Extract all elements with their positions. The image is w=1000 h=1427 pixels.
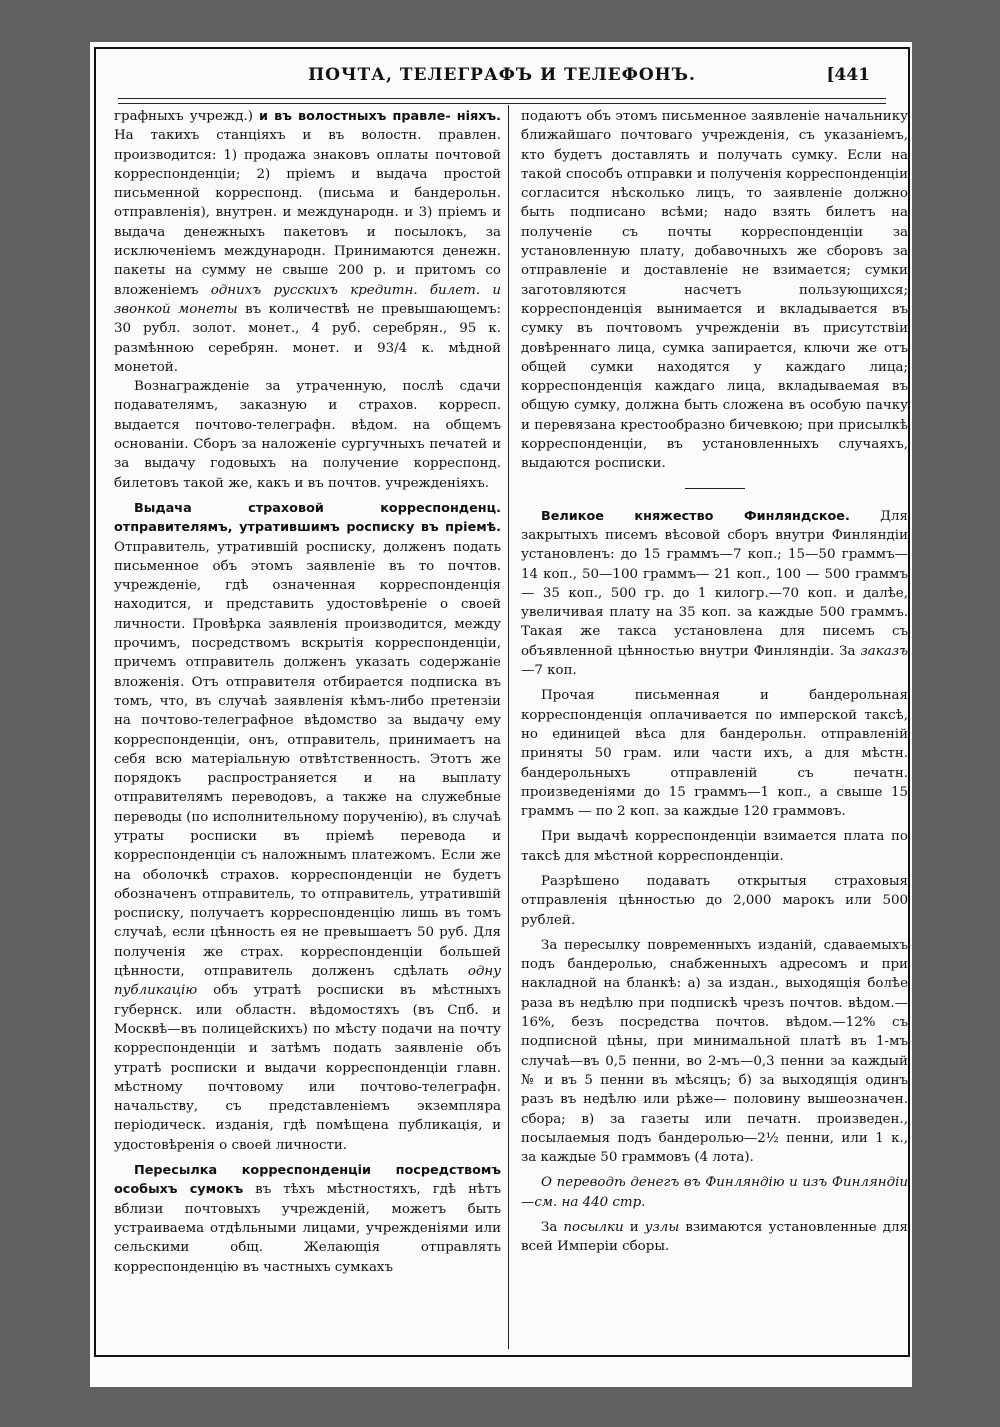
page-header-title: ПОЧТА, ТЕЛЕГРАФЪ И ТЕЛЕФОНЪ.: [308, 65, 696, 85]
emphasis-publication: одну публикацію: [114, 964, 501, 999]
section-heading-insured-receipt: Выдача страховой корреспонденц. отправителямъ, утратившимъ росписку въ пріемѣ.: [114, 500, 501, 536]
paragraph-periodicals: За пересылку повременныхъ изданій, сдаваемыхъ подъ бандеролью, снабженныхъ адресомъ и при накладной на бланкѣ: а) за издан., выходящія болѣе раза въ недѣлю при подпискѣ чрезъ почтов. вѣдом.—16%, безъ посредства почтов. вѣдом.—12% съ подписной цѣны, при минимальной платѣ въ 1-мъ случаѣ—въ 0,5 пенни, во 2-мъ—0,3 пенни за каждый № и въ 5 пенни въ мѣсяцъ; б) за выходящія одинъ разъ въ недѣлю или рѣже— половину вышеозначен. сбора; в) за газеты или печатн. произведен., посылаемыя подъ бандеролью—2½ пенни, или 1 к., за каждые 50 граммовъ (4 лота).: [521, 937, 908, 1166]
emphasis-bundles: узлы: [644, 1220, 680, 1236]
section-separator: [685, 488, 745, 489]
paragraph-other-mail: Прочая письменная и бандерольная корреспонденція оплачивается по имперской таксѣ, но единицей вѣса для бандерольн. отправленій приняты 50 грам. или части ихъ, а для мѣстн. бандерольныхъ отправленій съ печатн. произведеніями до 15 граммъ—1 коп., а свыше 15 граммъ — по 2 коп. за каждые 120 граммовъ.: [521, 688, 908, 820]
section-heading-volost: и въ волостныхъ правле- ніяхъ.: [258, 109, 501, 124]
paragraph-special-bags: Пересылка корреспонденціи посредствомъ особыхъ сумокъ въ тѣхъ мѣстностяхъ, гдѣ нѣтъ вблизи почтовыхъ учрежденій, можетъ быть устраиваема отдѣльными лицами, учрежденіями или сельскими общ. Желающія отправлять корреспонденцію въ частныхъ сумкахъ: [114, 1163, 501, 1275]
paragraph-volost: графныхъ учрежд.) и въ волостныхъ правле- ніяхъ. На такихъ станціяхъ и въ волостн. правлен. производится: 1) продажа знаковъ оплаты почтовой корреспонденціи; 2) пріемъ и выдача простой письменной корреспонд. (письма и бандерольн. отправленія), внутрен. и международн. и 3) пріемъ и выдача денежныхъ пакетовъ и посылокъ, за исключеніемъ международн. Принимаются денежн. пакеты на сумму не свыше 200 р. и притомъ со вложеніемъ однихъ русскихъ кредитн. билет. и звонкой монеты въ количествѣ не превышающемъ: 30 рубл. золот. монет., 4 руб. серебрян., 95 к. размѣнною серебрян. монет. и 93/4 к. мѣдной монетой.: [114, 109, 501, 375]
page-frame: [94, 47, 910, 1357]
section-heading-special-bags: Пересылка корреспонденціи посредствомъ особыхъ сумокъ: [114, 1163, 501, 1198]
paragraph-insured-open: Разрѣшено подавать открытыя страховыя отправленія цѣнностью до 2,000 марокъ или 500 рублей.: [521, 873, 908, 928]
emphasis-parcels: посылки: [563, 1220, 624, 1236]
paragraph-money-transfer: О переводѣ денегъ въ Финляндію и изъ Финляндіи—см. на 440 стр.: [521, 1175, 908, 1210]
paragraph-parcels: За посылки и узлы взимаются установленные для всей Имперіи сборы.: [521, 1220, 908, 1255]
page-number: [441: [826, 65, 870, 85]
column-divider: [508, 105, 509, 1349]
paragraph-compensation: Вознагражденіе за утраченную, послѣ сдачи подавателямъ, заказную и страхов. корресп. выдается почтово-телеграфн. вѣдом. на общемъ основаніи. Сборъ за наложеніе сургучныхъ печатей и за выдачу годовыхъ на получение корреспонд. билетовъ такой же, какъ и въ почтов. учрежденіяхъ.: [114, 379, 501, 491]
left-column: [114, 107, 501, 1277]
emphasis-registered: заказъ: [860, 643, 908, 659]
paragraph-delivery-fee: При выдачѣ корреспонденціи взимается плата по таксѣ для мѣстной корреспонденціи.: [521, 829, 908, 864]
section-heading-finland: Великое княжество Финляндское.: [541, 508, 850, 524]
header-rule: [118, 98, 886, 104]
paragraph-finland: Великое княжество Финляндское. Для закрытыхъ писемъ вѣсовой сборъ внутри Финляндіи установленъ: до 15 граммъ—7 коп.; 15—50 граммъ—14 коп., 50—100 граммъ— 21 коп., 100 — 500 граммъ — 35 коп., 500 гр. до 1 килогр.—70 коп. и далѣе, увеличивая плату на 35 коп. за каждые 500 граммъ. Такая же такса установлена для писемъ съ объявленной цѣнностью внутри Финляндіи. За заказъ—7 коп.: [521, 508, 908, 679]
paragraph-bags-continued: подаютъ объ этомъ письменное заявленіе начальнику ближайшаго почтоваго учрежденія, съ указаніемъ, кто будетъ доставлять и получать сумку. Если на такой способъ отправки и полученія корреспонденціи согласится нѣсколько лицъ, то заявленіе должно быть подписано всѣми; надо взять билетъ на полученіе съ почты корреспонденціи за установленную плату, добавочныхъ же сборовъ за отправленіе и доставленіе не взимается; сумки заготовляются насчетъ пользующихся; корреспонденція вынимается и вкладывается въ сумку въ почтовомъ учрежденіи въ присутствіи довѣреннаго лица, сумка запирается, ключи же отъ общей сумки находятся у каждаго лица; корреспонденція каждаго лица, вкладываемая въ общую сумку, должна быть сложена въ особую пачку и перевязана крестообразно бичевкою; при присылкѣ корреспонденціи, въ установленныхъ случаяхъ, выдаются росписки.: [521, 109, 908, 472]
emphasis-notes: однихъ русскихъ кредитн. билет. и звонкой монеты: [114, 282, 501, 317]
right-column: [521, 107, 908, 1257]
paragraph-insured-receipt: Выдача страховой корреспонденц. отправителямъ, утратившимъ росписку въ пріемѣ. Отправитель, утратившій росписку, долженъ подать письменное объ этомъ заявленіе въ то почтов. учрежденіе, гдѣ означенная корреспонденція находится, и представить удостовѣреніе о своей личности. Провѣрка заявленія производится, между прочимъ, посредствомъ вскрытія корреспонденціи, причемъ отправитель долженъ указать содержаніе вложенія. Отъ отправителя отбирается подписка въ томъ, что, въ случаѣ заявленія кѣмъ-либо претензіи на почтово-телеграфное вѣдомство за выдачу ему корреспонденціи, онъ, отправитель, принимаетъ на себя всю матеріальную отвѣтственность. Этотъ же порядокъ распространяется и на выплату отправителямъ переводовъ, а также на служебные переводы (по исполнительному порученію), въ случаѣ утраты росписки въ пріемѣ перевода и корреспонденціи съ наложнымъ платежомъ. Если же на оболочкѣ страхов. корреспонденціи не будетъ обозначенъ отправитель, то отправитель, утратившій росписку, получаетъ корреспонденцію лишь въ томъ случаѣ, если цѣнность ея не превышаетъ 50 руб. Для полученія же страх. корреспонденціи большей цѣнности, отправитель долженъ сдѣлать одну публикацію объ утратѣ росписки въ мѣстныхъ губернск. или областн. вѣдомостяхъ (въ Спб. и Москвѣ—въ полицейскихъ) по мѣсту подачи на почту корреспонденціи и затѣмъ подать заявленіе объ утратѣ росписки и выдачи корреспонденціи главн. мѣстному почтовому или почтово-телеграфн. начальству, съ представленіемъ экземпляра періодическ. изданія, гдѣ помѣщена публикація, и удостовѣренія о своей личности.: [114, 500, 501, 1153]
